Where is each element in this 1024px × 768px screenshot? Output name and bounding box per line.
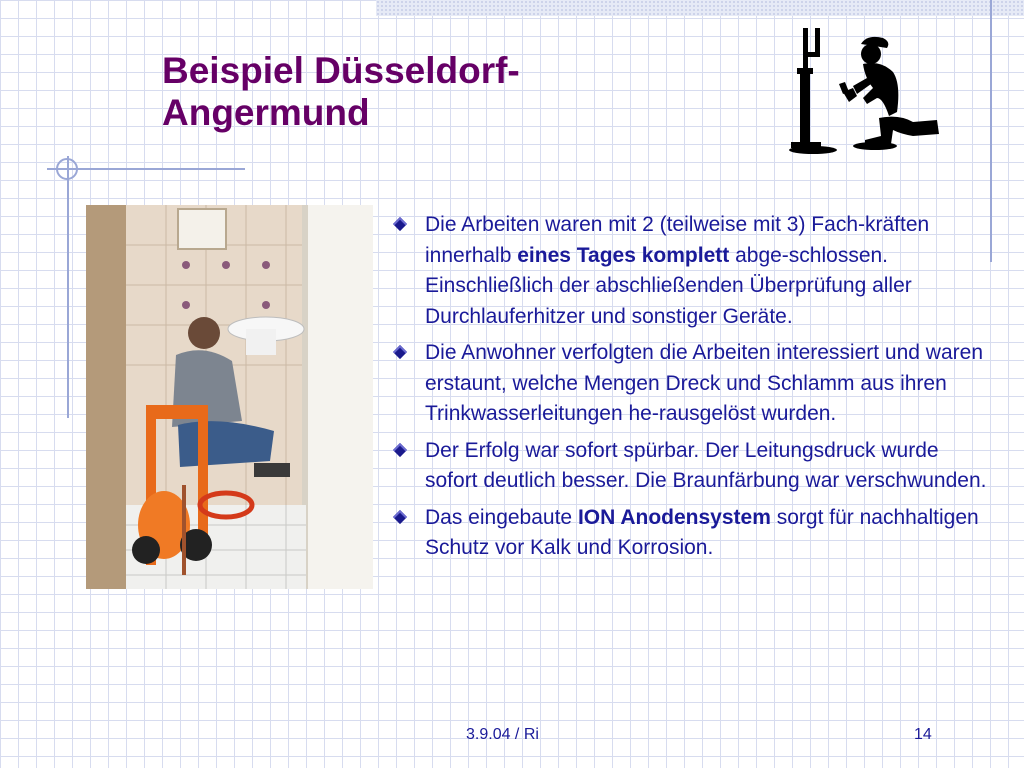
plumber-silhouette-icon bbox=[783, 22, 945, 156]
slide-title bbox=[162, 50, 722, 134]
bullet-item-1-emphasis: eines Tages komplett bbox=[517, 243, 730, 267]
bullet-item-4: Das eingebaute ION Anodensystem sorgt für nachhaltigen Schutz vor Kalk und Korrosion. bbox=[392, 503, 992, 564]
slide-title-line-2: Angermund bbox=[162, 92, 370, 133]
diamond-bullet-icon bbox=[393, 217, 407, 231]
bullet-item-4-emphasis: ION Anodensystem bbox=[577, 505, 771, 529]
bullet-list bbox=[392, 210, 992, 570]
bullet-item-1: Die Arbeiten waren mit 2 (teilweise mit 3) Fach-kräften innerhalb eines Tages komplett abge-schlossen. Einschließlich der abschließenden Überprüfung aller Durchlauferhitzer und sonstiger Geräte. bbox=[392, 210, 992, 332]
bullet-item-3: Der Erfolg war sofort spürbar. Der Leitungsdruck wurde sofort deutlich besser. Die Braunfärbung war verschwunden. bbox=[392, 436, 992, 497]
decorative-top-band bbox=[376, 0, 1024, 16]
diamond-bullet-icon bbox=[393, 345, 407, 359]
slide-number: 14 bbox=[914, 726, 932, 743]
diamond-bullet-icon bbox=[393, 442, 407, 456]
bullet-item-2: Die Anwohner verfolgten die Arbeiten interessiert und waren erstaunt, welche Mengen Dreck und Schlamm aus ihren Trinkwasserleitungen he-rausgelöst wurden. bbox=[392, 338, 992, 430]
slide-title-line-1: Beispiel Düsseldorf- bbox=[162, 50, 520, 91]
diamond-bullet-icon bbox=[393, 509, 407, 523]
decorative-vertical-line-left bbox=[67, 156, 69, 418]
photo-plumber-at-work bbox=[86, 205, 373, 589]
decorative-circle bbox=[56, 158, 78, 180]
footer-date: 3.9.04 / Ri bbox=[466, 726, 539, 743]
